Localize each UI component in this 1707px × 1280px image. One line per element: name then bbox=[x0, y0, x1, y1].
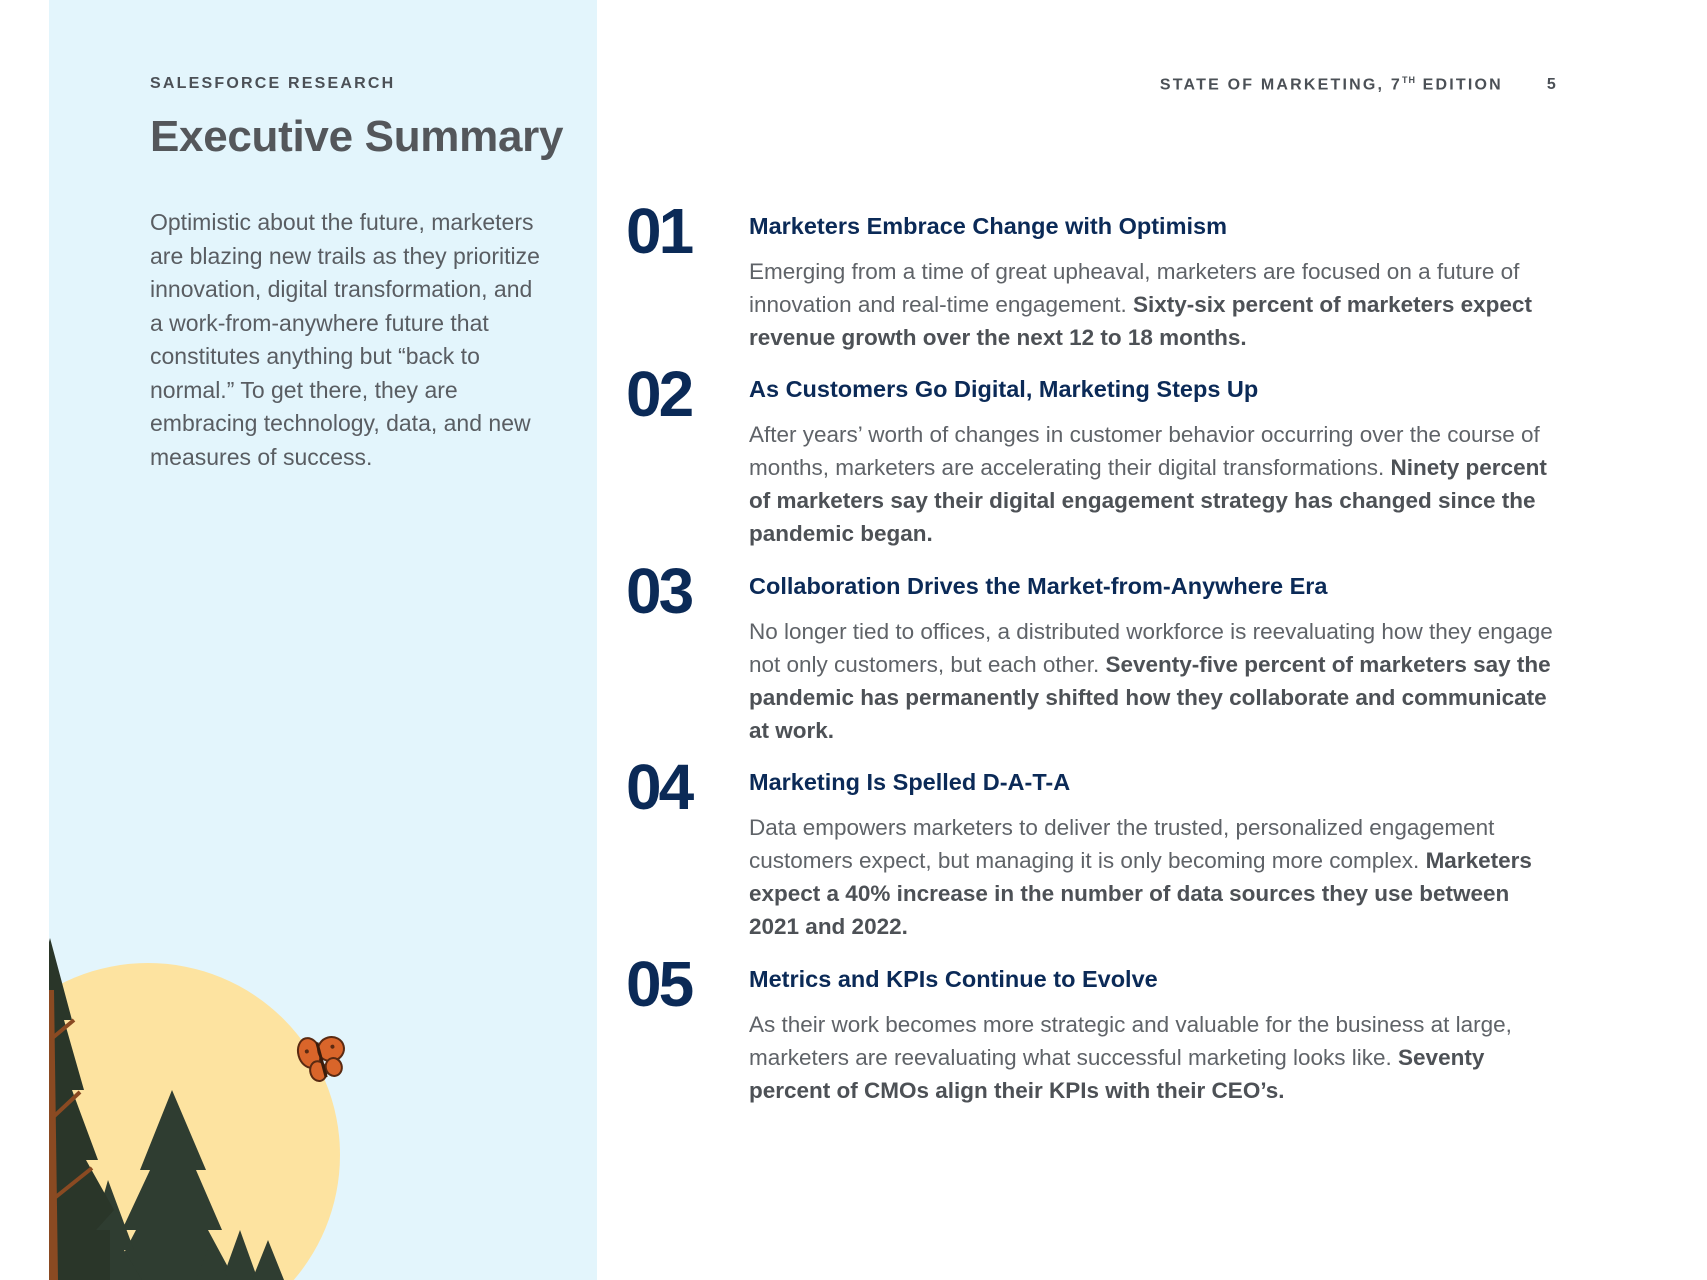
finding-highlight: Ninety percent of marketers say their digital engagement strategy has changed since the pandemic began. bbox=[749, 455, 1547, 546]
finding-text-plain: As their work becomes more strategic and valuable for the business at large, marketers are reevaluating what successful marketing looks like. bbox=[749, 1012, 1512, 1070]
intro-paragraph: Optimistic about the future, marketers are blazing new trails as they prioritize innovation, digital transformation, and a work-from-anywhere future that constitutes anything but “back to normal.” To get there, they are embracing technology, data, and new measures of success. bbox=[150, 209, 540, 470]
finding-text bbox=[749, 811, 1564, 943]
finding-number: 03 bbox=[626, 555, 692, 627]
finding-text bbox=[749, 615, 1564, 747]
finding-number: 05 bbox=[626, 948, 692, 1020]
finding-number: 04 bbox=[626, 751, 692, 823]
finding-highlight: Seventy percent of CMOs align their KPIs with their CEO’s. bbox=[749, 1045, 1485, 1103]
finding-number: 02 bbox=[626, 358, 692, 430]
finding-body bbox=[749, 767, 1564, 943]
finding-text bbox=[749, 1008, 1564, 1107]
page-title: Executive Summary bbox=[150, 112, 564, 161]
finding-body bbox=[749, 374, 1564, 550]
forest-illustration bbox=[49, 930, 597, 1280]
finding-text bbox=[749, 255, 1564, 354]
finding-body bbox=[749, 571, 1564, 747]
finding-number: 01 bbox=[626, 195, 692, 267]
finding-text-plain: After years’ worth of changes in customer behavior occurring over the course of months, marketers are accelerating their digital transformations. bbox=[749, 422, 1540, 480]
side-panel bbox=[49, 0, 597, 1280]
finding-text-plain: Data empowers marketers to deliver the trusted, personalized engagement customers expect, but managing it is only becoming more complex. bbox=[749, 815, 1495, 873]
finding-highlight: Seventy-five percent of marketers say the pandemic has permanently shifted how they collaborate and communicate at work. bbox=[749, 652, 1551, 743]
edition-label: STATE OF MARKETING, 7TH EDITION bbox=[1159, 75, 1503, 94]
finding-body bbox=[749, 211, 1564, 354]
page-number: 5 bbox=[1546, 76, 1558, 94]
finding-title: Marketing Is Spelled D-A-T-A bbox=[749, 769, 1071, 795]
finding-title: Metrics and KPIs Continue to Evolve bbox=[749, 966, 1158, 992]
finding-highlight: Sixty-six percent of marketers expect revenue growth over the next 12 to 18 months. bbox=[749, 292, 1532, 350]
report-edition-header bbox=[1100, 75, 1558, 94]
edition-superscript: TH bbox=[1401, 75, 1416, 85]
finding-title: Marketers Embrace Change with Optimism bbox=[749, 213, 1227, 239]
finding-text bbox=[749, 418, 1564, 550]
finding-highlight: Marketers expect a 40% increase in the number of data sources they use between 2021 and 2022. bbox=[749, 848, 1532, 939]
report-source-label: SALESFORCE RESEARCH bbox=[150, 75, 396, 92]
finding-title: As Customers Go Digital, Marketing Steps Up bbox=[749, 376, 1259, 402]
finding-title: Collaboration Drives the Market-from-Anywhere Era bbox=[749, 573, 1328, 599]
finding-text-plain: Emerging from a time of great upheaval, marketers are focused on a future of innovation and real-time engagement. bbox=[749, 259, 1520, 317]
finding-body bbox=[749, 964, 1564, 1107]
finding-text-plain: No longer tied to offices, a distributed workforce is reevaluating how they engage not only customers, but each other. bbox=[749, 619, 1553, 677]
